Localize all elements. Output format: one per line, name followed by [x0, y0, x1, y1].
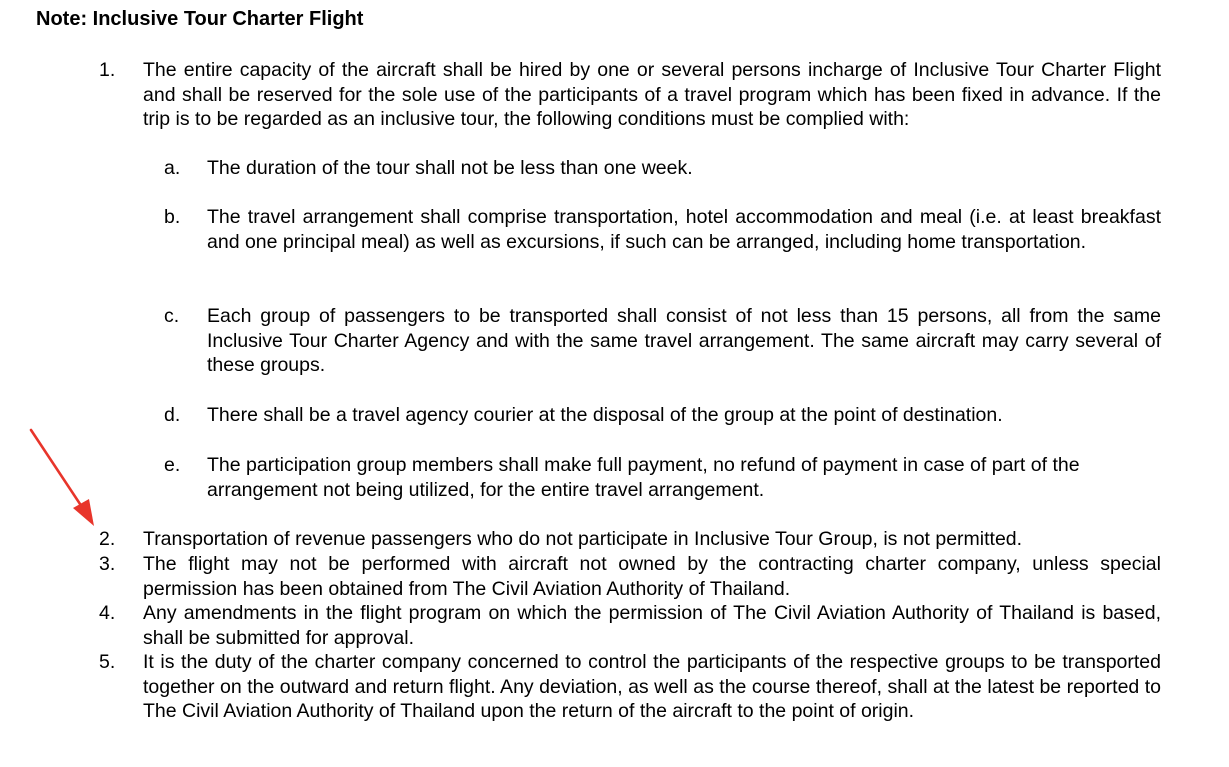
list-text: Any amendments in the flight program on which the permission of The Civil Aviation Authority of Thailand is based, shall be submitted for approval.: [143, 602, 1161, 649]
sub-letter: e.: [164, 454, 181, 476]
sub-letter: c.: [164, 305, 180, 327]
list-number: 4.: [99, 602, 116, 624]
list-number: 2.: [99, 528, 116, 550]
list-text: The flight may not be performed with aircraft not owned by the contracting charter company, unless special permission has been obtained from The Civil Aviation Authority of Thailand.: [143, 553, 1161, 600]
sub-text: Each group of passengers to be transported shall consist of not less than 15 persons, all from the same Inclusive Tour Charter Agency and with the same travel arrangement. The same aircraft may carry several of these groups.: [207, 305, 1161, 377]
sub-letter: a.: [164, 157, 181, 179]
arrow-shaft: [31, 430, 84, 510]
list-text: Transportation of revenue passengers who do not participate in Inclusive Tour Group, is not permitted.: [143, 528, 1023, 550]
page-title: Note: Inclusive Tour Charter Flight: [36, 8, 364, 30]
sub-text: There shall be a travel agency courier at the disposal of the group at the point of destination.: [207, 404, 1003, 426]
sub-letter: b.: [164, 206, 181, 228]
sub-text: The duration of the tour shall not be less than one week.: [207, 157, 693, 179]
list-text: The entire capacity of the aircraft shall be hired by one or several persons incharge of Inclusive Tour Charter Flight and shall be reserved for the sole use of the participants of a travel program which has been fixed in advance. If the trip is to be regarded as an inclusive tour, the following conditions must be complied with:: [143, 59, 1161, 131]
list-text: It is the duty of the charter company concerned to control the participants of the respective groups to be transported together on the outward and return flight. Any deviation, as well as the course thereof, shall at the latest be reported to The Civil Aviation Authority of Thailand upon the return of the aircraft to the point of origin.: [143, 651, 1161, 723]
sub-letter: d.: [164, 404, 181, 426]
sub-text: The participation group members shall make full payment, no refund of payment in case of part of the arrangement not being utilized, for the entire travel arrangement.: [207, 454, 1080, 501]
list-number: 5.: [99, 651, 116, 673]
arrow-head: [73, 499, 94, 526]
list-number: 1.: [99, 59, 116, 81]
sub-text: The travel arrangement shall comprise transportation, hotel accommodation and meal (i.e. at least breakfast and one principal meal) as well as excursions, if such can be arranged, including home transportation.: [207, 206, 1161, 253]
list-number: 3.: [99, 553, 116, 575]
